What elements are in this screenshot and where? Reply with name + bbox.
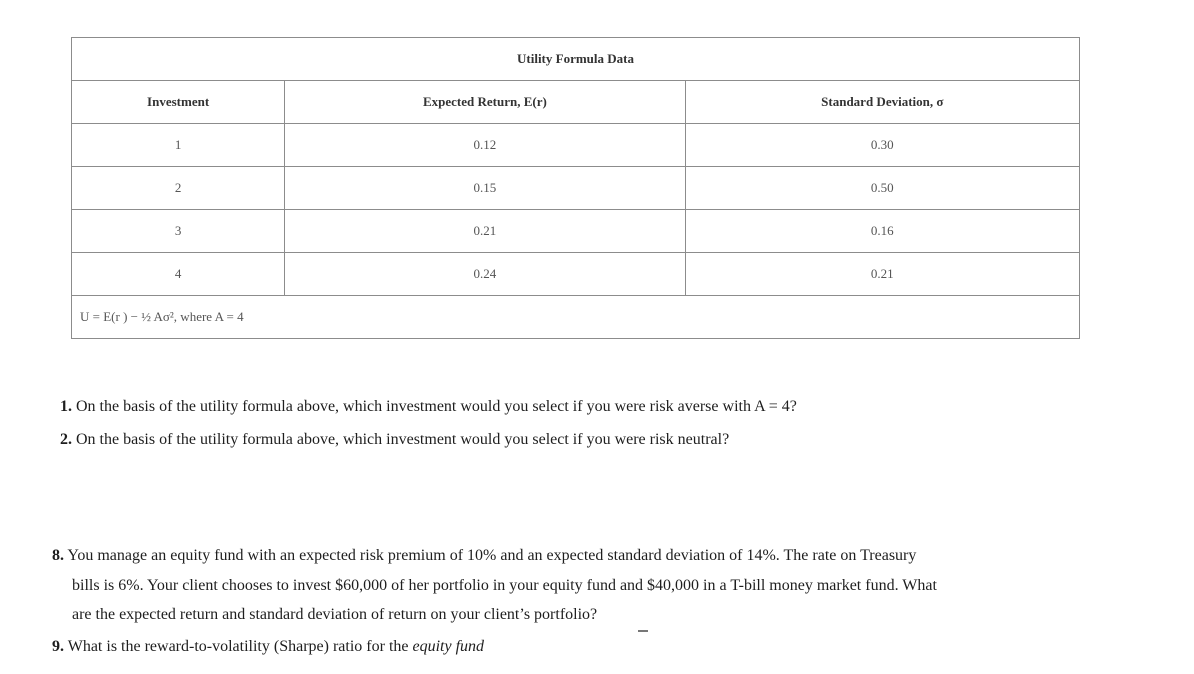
cell-investment: 2: [72, 167, 285, 210]
table-formula-row: [72, 296, 1080, 339]
stray-mark: [638, 630, 648, 632]
question-emphasis: equity fund: [412, 638, 485, 655]
header-investment: Investment: [72, 81, 285, 124]
cell-investment: 1: [72, 124, 285, 167]
question-text: On the basis of the utility formula above, which investment would you select if you were risk averse with A = 4?: [76, 398, 797, 415]
question-number: 2.: [60, 431, 72, 448]
question-text: On the basis of the utility formula above, which investment would you select if you were risk neutral?: [76, 431, 730, 448]
question-8: [52, 541, 1132, 630]
cell-standard-deviation: 0.16: [685, 210, 1079, 253]
cell-investment: 4: [72, 253, 285, 296]
question-text-line: You manage an equity fund with an expected risk premium of 10% and an expected standard deviation of 14%. The rate on Treasury: [67, 547, 917, 564]
header-expected-return: Expected Return, E(r): [285, 81, 685, 124]
table-row: [72, 210, 1080, 253]
question-1: [60, 399, 797, 415]
table-row: [72, 167, 1080, 210]
header-standard-deviation: Standard Deviation, σ: [685, 81, 1079, 124]
table-caption-row: [72, 38, 1080, 81]
table-row: [72, 124, 1080, 167]
cell-standard-deviation: 0.50: [685, 167, 1079, 210]
table-header-row: [72, 81, 1080, 124]
question-9: [52, 639, 484, 655]
cell-standard-deviation: 0.21: [685, 253, 1079, 296]
cell-expected-return: 0.24: [285, 253, 685, 296]
cell-expected-return: 0.21: [285, 210, 685, 253]
question-text-line: are the expected return and standard deviation of return on your client’s portfolio?: [72, 606, 598, 623]
question-number: 9.: [52, 638, 64, 655]
cell-investment: 3: [72, 210, 285, 253]
utility-data-table: [71, 37, 1080, 339]
table-row: [72, 253, 1080, 296]
table-caption: Utility Formula Data: [72, 38, 1080, 81]
question-text-line: bills is 6%. Your client chooses to invest $60,000 of her portfolio in your equity fund and $40,000 in a T-bill money market fund. What: [72, 576, 937, 594]
cell-expected-return: 0.12: [285, 124, 685, 167]
question-text: What is the reward-to-volatility (Sharpe) ratio for the: [67, 638, 409, 655]
cell-expected-return: 0.15: [285, 167, 685, 210]
cell-standard-deviation: 0.30: [685, 124, 1079, 167]
question-number: 1.: [60, 398, 72, 415]
question-number: 8.: [52, 547, 64, 564]
utility-formula: U = E(r ) − ½ Aσ², where A = 4: [72, 296, 1080, 339]
question-2: [60, 432, 729, 448]
